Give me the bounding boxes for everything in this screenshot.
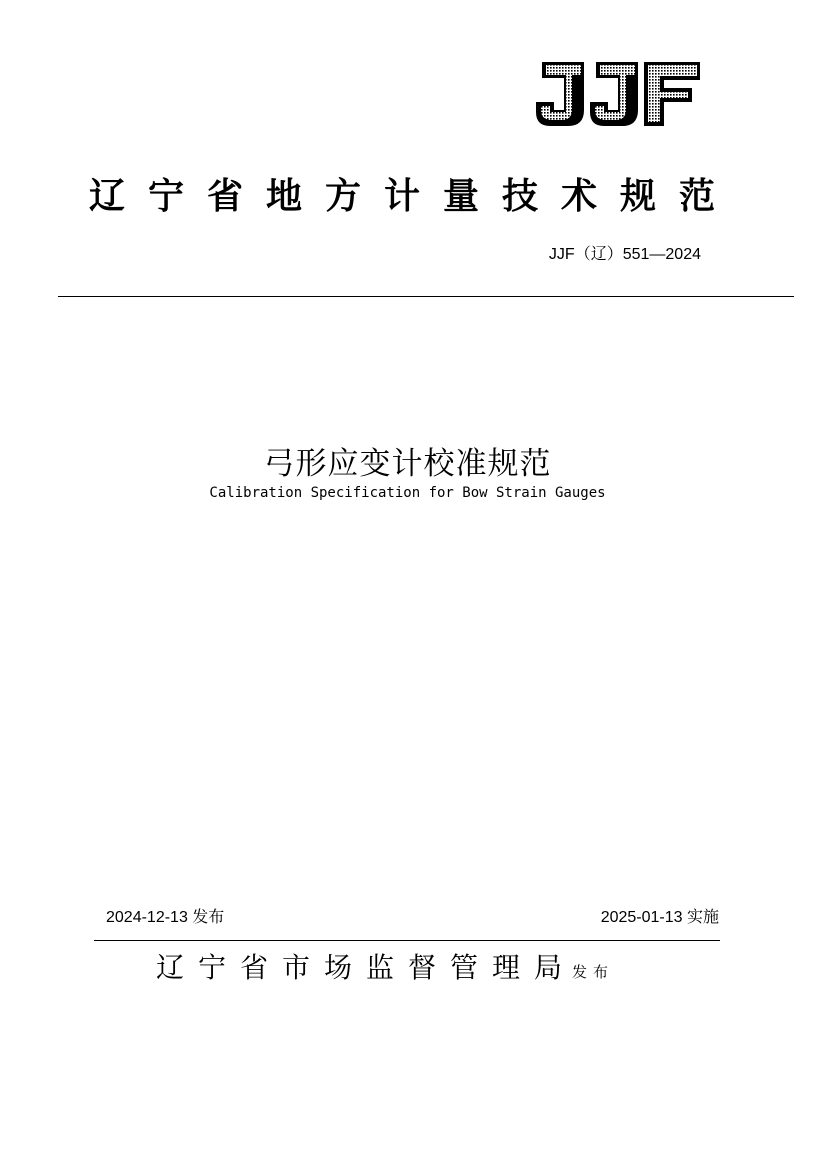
logo-letter-j1 xyxy=(536,62,584,126)
logo-letter-j2 xyxy=(590,62,638,126)
issuer-line xyxy=(156,946,614,986)
standard-code: JJF（辽）551—2024 xyxy=(548,246,701,263)
implementation-date: 2025-01-13 实施 xyxy=(600,909,719,926)
document-title-en: Calibration Specification for Bow Strain Gauges xyxy=(209,485,606,501)
issuer-suffix: 发布 xyxy=(572,963,615,981)
issuer-name: 辽宁省市场监督管理局 xyxy=(156,951,577,984)
logo-letter-f xyxy=(644,62,700,126)
header-divider xyxy=(58,296,794,297)
jjf-logo xyxy=(532,58,702,130)
issue-date: 2024-12-13 发布 xyxy=(106,909,225,926)
document-title-zh: 弓形应变计校准规范 xyxy=(263,446,552,482)
footer-divider xyxy=(94,940,720,941)
standard-type-heading: 辽宁省地方计量技术规范 xyxy=(88,176,738,217)
